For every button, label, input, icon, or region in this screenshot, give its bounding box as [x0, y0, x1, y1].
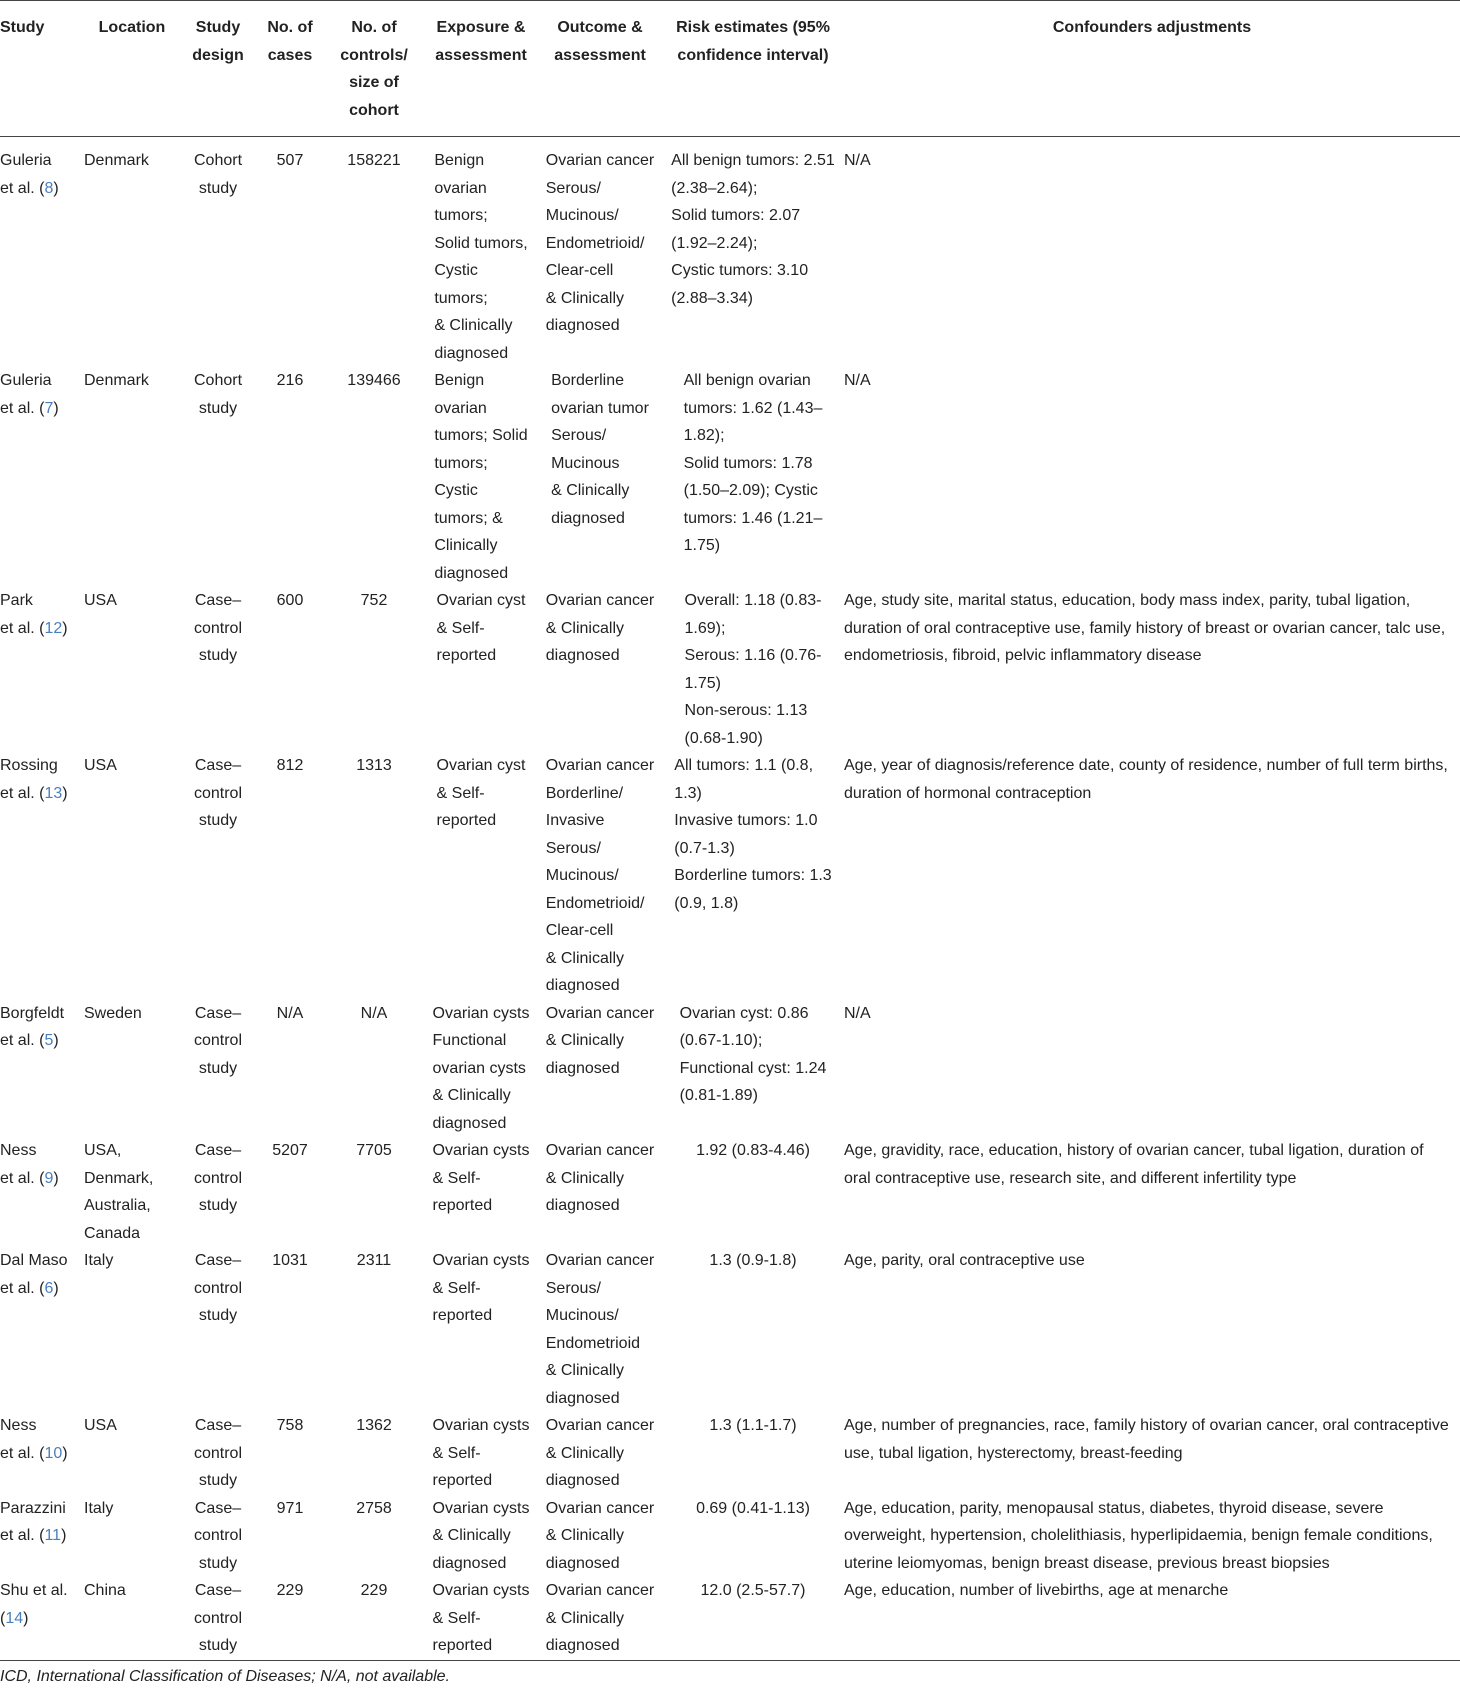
cell-exposure [424, 1247, 538, 1412]
cell-exposure-text: Ovarian cysts & Self- reported [432, 1582, 530, 1654]
cell-exposure-text: Benign ovarian tumors; Solid tumors, Cystic tumors; & Clinically diagnosed [434, 152, 528, 362]
cell-controls-text: N/A [360, 1004, 388, 1022]
cell-study-design-text: Case– control study [193, 592, 243, 664]
reference-link[interactable]: 11 [44, 1527, 62, 1544]
cell-controls-text: 1313 [356, 757, 392, 774]
header-confounders: Confounders adjustments [844, 1, 1460, 137]
cell-study [0, 1000, 84, 1138]
cell-risk [662, 587, 844, 752]
cell-risk-text: 1.3 (1.1-1.7) [709, 1417, 797, 1434]
cell-cases [256, 137, 324, 368]
cell-study-design-text: Case– control study [193, 1417, 243, 1489]
table-row [0, 1247, 1460, 1412]
cell-controls [324, 1495, 424, 1578]
header-study: Study [0, 1, 84, 137]
cell-risk [662, 1247, 844, 1412]
cell-location-text: Denmark [84, 152, 149, 169]
cell-confounders [844, 752, 1460, 1000]
cell-controls [324, 1247, 424, 1412]
cell-risk [662, 1412, 844, 1495]
cell-location-text: USA [84, 1417, 117, 1434]
reference-link[interactable]: 12 [44, 619, 63, 637]
cell-controls-text: 1362 [356, 1417, 392, 1434]
cell-exposure-text: Ovarian cysts Functional ovarian cysts & Clinically diagnosed [432, 1004, 530, 1132]
cell-confounders [844, 1000, 1460, 1138]
cell-outcome-text: Ovarian cancer & Clinically diagnosed [545, 1582, 655, 1654]
cell-location-text: Italy [84, 1252, 114, 1269]
cell-outcome-text: Ovarian cancer & Clinically diagnosed [545, 1417, 655, 1489]
cell-risk-text: All benign tumors: 2.51 (2.38–2.64); Solid tumors: 2.07 (1.92–2.24); Cystic tumors: 3.10 (2.88–3.34) [671, 152, 835, 307]
study-name-end: ) [53, 1169, 59, 1187]
cell-confounders-text: N/A [844, 152, 871, 169]
cell-risk [662, 1577, 844, 1660]
cell-cases [256, 752, 324, 1000]
cell-outcome-text: Ovarian cancer & Clinically diagnosed [545, 1499, 655, 1572]
study-name-end: ) [53, 1032, 59, 1049]
cell-cases-text: N/A [276, 1004, 304, 1022]
study-name: Guleria et al. ( [0, 372, 52, 417]
cell-controls [324, 137, 424, 368]
study-name-end: ) [62, 1444, 68, 1462]
cell-cases-text: 1031 [272, 1252, 308, 1269]
table-row [0, 752, 1460, 1000]
cell-confounders [844, 1495, 1460, 1578]
cell-location [84, 137, 180, 368]
cell-location [84, 1247, 180, 1412]
cell-study-design [180, 1577, 256, 1660]
cell-risk-text: 1.3 (0.9-1.8) [709, 1252, 797, 1269]
table-row [0, 1412, 1460, 1495]
cell-location [84, 1000, 180, 1138]
reference-link[interactable]: 10 [44, 1444, 63, 1462]
cell-cases-text: 216 [276, 372, 304, 389]
cell-location [84, 1137, 180, 1247]
cell-exposure [424, 752, 538, 1000]
table-row [0, 1137, 1460, 1247]
table-row [0, 587, 1460, 752]
table-row [0, 1577, 1460, 1660]
cell-controls-text: 158221 [347, 152, 401, 169]
reference-link[interactable]: 14 [5, 1609, 24, 1627]
cell-study [0, 752, 84, 1000]
cell-location-text: USA [84, 592, 117, 609]
cell-outcome [538, 1000, 662, 1138]
cell-confounders [844, 367, 1460, 587]
cell-study [0, 1412, 84, 1495]
reference-link[interactable]: 7 [44, 399, 54, 417]
cell-exposure [424, 1000, 538, 1138]
cell-study-design [180, 1495, 256, 1578]
header-row [0, 1, 1460, 137]
cell-cases-text: 812 [276, 757, 304, 774]
study-name: Dal Maso et al. ( [0, 1252, 68, 1297]
cell-cases [256, 367, 324, 587]
cell-cases-text: 229 [276, 1582, 304, 1599]
cell-risk [662, 1137, 844, 1247]
header-outcome: Outcome & assessment [538, 1, 662, 137]
cell-location-text: USA [84, 757, 117, 774]
study-name: Guleria et al. ( [0, 152, 52, 197]
cell-exposure-text: Ovarian cysts & Self- reported [432, 1252, 530, 1324]
cell-exposure-text: Ovarian cyst & Self- reported [436, 592, 526, 664]
cell-location [84, 367, 180, 587]
cell-confounders [844, 1137, 1460, 1247]
cell-confounders [844, 1247, 1460, 1412]
cell-study [0, 1137, 84, 1247]
cell-study-design-text: Case– control study [193, 1499, 243, 1572]
cell-cases [256, 1577, 324, 1660]
cell-controls-text: 139466 [347, 372, 401, 389]
header-controls: No. of controls/ size of cohort [324, 1, 424, 137]
cell-confounders-text: Age, year of diagnosis/reference date, county of residence, number of full term births, duration of hormonal contraception [844, 757, 1448, 802]
cell-exposure [424, 1577, 538, 1660]
study-name: Borgfeldt et al. ( [0, 1004, 65, 1049]
cell-outcome [538, 1247, 662, 1412]
cell-cases-text: 5207 [272, 1142, 308, 1159]
cell-confounders [844, 1412, 1460, 1495]
cell-confounders [844, 1577, 1460, 1660]
cell-risk [662, 137, 844, 368]
study-name-end: ) [53, 179, 59, 197]
cell-location [84, 587, 180, 752]
cell-controls [324, 1137, 424, 1247]
cell-exposure [424, 1137, 538, 1247]
cell-exposure-text: Ovarian cysts & Self- reported [432, 1142, 530, 1214]
study-name: Rossing et al. ( [0, 757, 58, 802]
cell-cases-text: 758 [276, 1417, 304, 1434]
cell-confounders-text: Age, education, parity, menopausal status, diabetes, thyroid disease, severe overweight, hypertension, cholelithiasis, hyperlipidaemia, benign female conditions, uterine leiomyomas, benign breast disease, previous breast biopsies [844, 1499, 1433, 1572]
reference-link[interactable]: 13 [44, 784, 63, 802]
cell-outcome-text: Ovarian cancer Borderline/ Invasive Serous/ Mucinous/ Endometrioid/ Clear-cell & Clinically diagnosed [545, 757, 655, 994]
cell-cases [256, 1137, 324, 1247]
study-name-end: ) [23, 1609, 29, 1627]
header-location: Location [84, 1, 180, 137]
cell-exposure [424, 137, 538, 368]
cell-study-design-text: Case– control study [193, 1252, 243, 1324]
cell-exposure [424, 367, 538, 587]
cell-risk [662, 1495, 844, 1578]
cell-risk-text: All tumors: 1.1 (0.8, 1.3) Invasive tumors: 1.0 (0.7-1.3) Borderline tumors: 1.3 (0.9, 1.8) [674, 757, 832, 912]
cell-controls [324, 1412, 424, 1495]
table-row [0, 1000, 1460, 1138]
cell-study [0, 587, 84, 752]
cell-outcome [538, 752, 662, 1000]
study-name-end: ) [62, 619, 68, 637]
cell-outcome-text: Ovarian cancer & Clinically diagnosed [545, 1142, 655, 1214]
cell-cases [256, 1495, 324, 1578]
cell-outcome-text: Ovarian cancer Serous/ Mucinous/ Endometrioid/ Clear-cell & Clinically diagnosed [545, 152, 655, 334]
cell-exposure-text: Ovarian cysts & Self- reported [432, 1417, 530, 1489]
cell-location [84, 1577, 180, 1660]
cell-risk-text: Ovarian cyst: 0.86 (0.67-1.10); Functional cyst: 1.24 (0.81-1.89) [679, 1004, 827, 1104]
cell-study-design [180, 1247, 256, 1412]
study-name: Shu et al. ( [0, 1582, 68, 1627]
cell-confounders-text: Age, parity, oral contraceptive use [844, 1252, 1085, 1269]
cell-location-text: Denmark [84, 372, 149, 389]
cell-study [0, 1247, 84, 1412]
cell-outcome-text: Ovarian cancer & Clinically diagnosed [545, 1004, 655, 1077]
cell-confounders-text: N/A [844, 372, 871, 389]
cell-risk [662, 1000, 844, 1138]
study-name: Park et al. ( [0, 592, 45, 637]
table-row [0, 1495, 1460, 1578]
study-name: Parazzini et al. ( [0, 1499, 66, 1544]
table-row [0, 367, 1460, 587]
cell-controls-text: 2758 [356, 1499, 392, 1517]
cell-controls-text: 229 [360, 1582, 388, 1599]
cell-confounders-text: Age, number of pregnancies, race, family history of ovarian cancer, oral contraceptive use, tubal ligation, hysterectomy, breast-feeding [844, 1417, 1449, 1462]
cell-cases [256, 1412, 324, 1495]
table-footnote: ICD, International Classification of Diseases; N/A, not available. [0, 1668, 450, 1685]
cell-exposure [424, 1412, 538, 1495]
cell-study-design-text: Case– control study [193, 757, 243, 829]
cell-study-design [180, 752, 256, 1000]
cell-controls [324, 1000, 424, 1138]
cell-study-design [180, 587, 256, 752]
reference-link[interactable]: 5 [44, 1032, 54, 1049]
cell-cases-text: 600 [276, 592, 304, 609]
cell-location-text: Sweden [84, 1004, 142, 1022]
study-name-end: ) [61, 1527, 67, 1544]
cell-study-design-text: Case– control study [193, 1004, 243, 1077]
cell-outcome [538, 1412, 662, 1495]
study-name-end: ) [53, 1279, 59, 1297]
cell-risk-text: 0.69 (0.41-1.13) [696, 1499, 810, 1517]
reference-link[interactable]: 9 [44, 1169, 54, 1187]
cell-controls [324, 752, 424, 1000]
cell-outcome [538, 1137, 662, 1247]
header-risk: Risk estimates (95% confidence interval) [662, 1, 844, 137]
cell-confounders-text: Age, education, number of livebirths, age at menarche [844, 1582, 1229, 1599]
study-name: Ness et al. ( [0, 1417, 45, 1462]
cell-study-design-text: Case– control study [193, 1142, 243, 1214]
cell-cases [256, 1000, 324, 1138]
cell-exposure [424, 587, 538, 752]
cell-cases [256, 587, 324, 752]
cell-outcome [538, 137, 662, 368]
cell-outcome-text: Borderline ovarian tumor Serous/ Mucinous & Clinically diagnosed [551, 372, 649, 527]
cell-outcome-text: Ovarian cancer Serous/ Mucinous/ Endometrioid & Clinically diagnosed [545, 1252, 655, 1407]
cell-risk-text: 1.92 (0.83-4.46) [696, 1142, 810, 1159]
cell-study [0, 1495, 84, 1578]
cell-outcome [538, 367, 662, 587]
cell-controls-text: 7705 [356, 1142, 392, 1159]
cell-study [0, 137, 84, 368]
cell-risk [662, 367, 844, 587]
cell-study-design-text: Cohort study [193, 152, 243, 197]
cell-location-text: USA, Denmark, Australia, Canada [84, 1142, 154, 1242]
cell-study-design-text: Case– control study [193, 1582, 243, 1654]
cell-risk-text: 12.0 (2.5-57.7) [700, 1582, 806, 1599]
cell-exposure-text: Benign ovarian tumors; Solid tumors; Cystic tumors; & Clinically diagnosed [434, 372, 528, 582]
cell-study-design [180, 1000, 256, 1138]
cell-outcome [538, 1495, 662, 1578]
cell-confounders [844, 137, 1460, 368]
cell-cases-text: 971 [276, 1499, 304, 1517]
cell-exposure [424, 1495, 538, 1578]
study-name-end: ) [53, 399, 59, 417]
cell-exposure-text: Ovarian cysts & Clinically diagnosed [432, 1499, 530, 1572]
reference-link[interactable]: 8 [44, 179, 54, 197]
cell-location [84, 752, 180, 1000]
cell-location-text: Italy [84, 1499, 114, 1517]
study-name: Ness et al. ( [0, 1142, 45, 1187]
cell-study-design [180, 1412, 256, 1495]
cell-study-design-text: Cohort study [193, 372, 243, 417]
cell-study [0, 1577, 84, 1660]
cell-cases [256, 1247, 324, 1412]
study-name-end: ) [62, 784, 68, 802]
cell-controls-text: 2311 [356, 1252, 392, 1269]
cell-risk [662, 752, 844, 1000]
cell-outcome-text: Ovarian cancer & Clinically diagnosed [545, 592, 655, 664]
cell-controls [324, 367, 424, 587]
cell-exposure-text: Ovarian cyst & Self- reported [436, 757, 526, 829]
cell-risk-text: All benign ovarian tumors: 1.62 (1.43– 1.82); Solid tumors: 1.78 (1.50–2.09); Cystic tumors: 1.46 (1.21– 1.75) [683, 372, 823, 554]
cell-cases-text: 507 [276, 152, 304, 169]
cell-study-design [180, 367, 256, 587]
header-exposure: Exposure & assessment [424, 1, 538, 137]
table-row [0, 137, 1460, 368]
cell-study [0, 367, 84, 587]
cell-location [84, 1412, 180, 1495]
cell-location-text: China [84, 1582, 126, 1599]
cell-risk-text: Overall: 1.18 (0.83- 1.69); Serous: 1.16 (0.76- 1.75) Non-serous: 1.13 (0.68-1.90) [684, 592, 822, 747]
cell-confounders-text: N/A [844, 1004, 871, 1022]
cell-controls [324, 587, 424, 752]
cell-confounders-text: Age, study site, marital status, education, body mass index, parity, tubal ligation, duration of oral contraceptive use, family history of breast or ovarian cancer, talc use, endometriosis, fibroid, pelvic inflammatory disease [844, 592, 1446, 664]
cell-study-design [180, 1137, 256, 1247]
header-study-design: Study design [180, 1, 256, 137]
cell-confounders [844, 587, 1460, 752]
cell-outcome [538, 587, 662, 752]
cell-controls [324, 1577, 424, 1660]
cell-confounders-text: Age, gravidity, race, education, history of ovarian cancer, tubal ligation, duration of oral contraceptive use, research site, and different infertility type [844, 1142, 1424, 1187]
cell-outcome [538, 1577, 662, 1660]
cell-controls-text: 752 [360, 592, 388, 609]
header-cases: No. of cases [256, 1, 324, 137]
reference-link[interactable]: 6 [44, 1279, 54, 1297]
cell-study-design [180, 137, 256, 368]
cell-location [84, 1495, 180, 1578]
